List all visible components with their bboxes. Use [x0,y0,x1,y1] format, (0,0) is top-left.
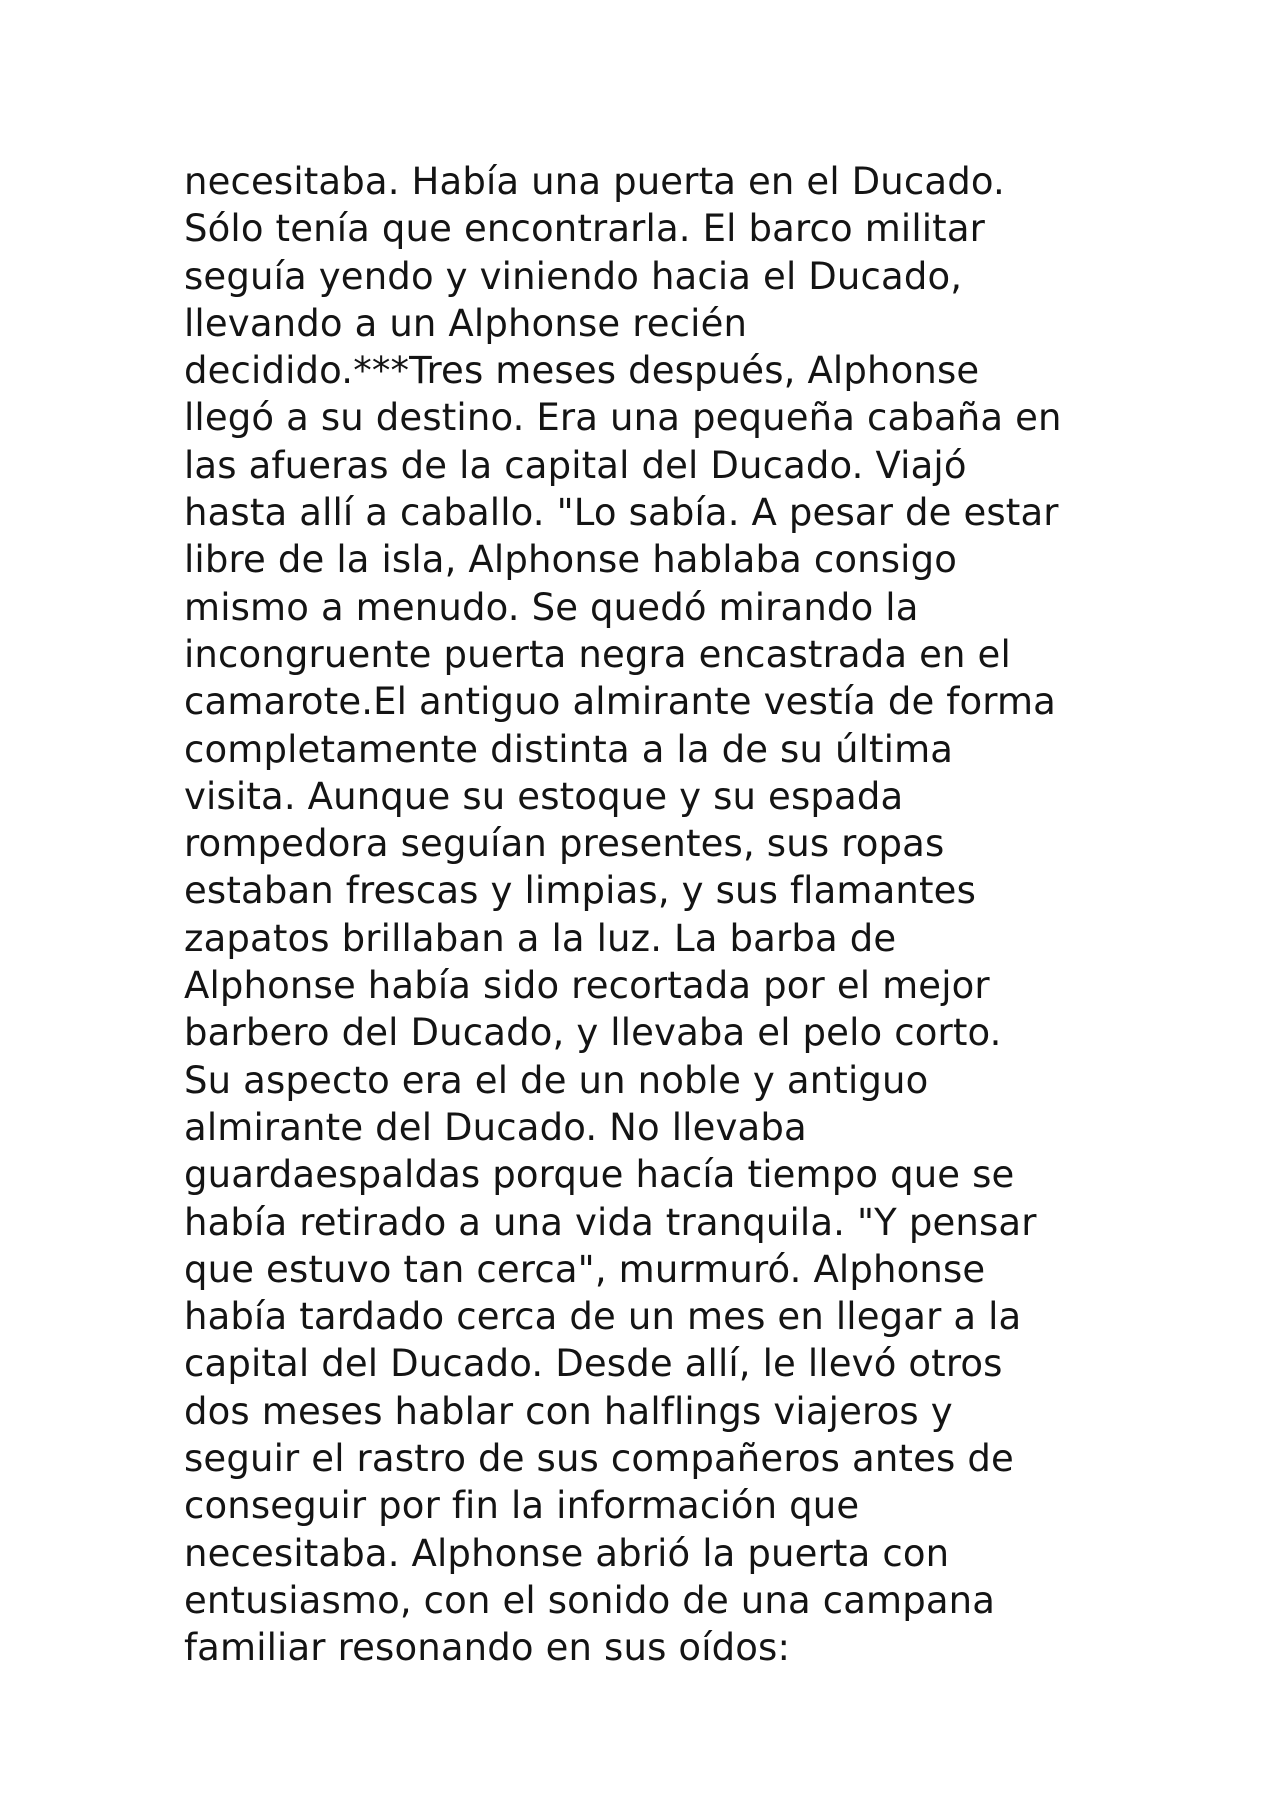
text-line: las afueras de la capital del Ducado. Viajó [184,443,967,487]
text-line: rompedora seguían presentes, sus ropas [184,822,945,866]
text-line: entusiasmo, con el sonido de una campana [184,1578,996,1622]
text-line: llegó a su destino. Era una pequeña cabaña en [184,396,1062,440]
text-line: familiar resonando en sus oídos: [184,1626,791,1670]
text-line: dos meses hablar con halflings viajeros y [184,1389,953,1433]
text-line: llevando a un Alphonse recién [184,301,748,345]
body-text [184,158,1184,1672]
text-line: guardaespaldas porque hacía tiempo que se [184,1153,1015,1197]
text-line: había retirado a una vida tranquila. "Y pensar [184,1200,1037,1244]
text-line: completamente distinta a la de su última [184,727,954,771]
text-line: barbero del Ducado, y llevaba el pelo corto. [184,1011,1002,1055]
text-line: incongruente puerta negra encastrada en el [184,632,1011,676]
text-line: Sólo tenía que encontrarla. El barco militar [184,207,986,251]
text-line: Alphonse había sido recortada por el mejor [184,964,990,1008]
text-line: libre de la isla, Alphonse hablaba consigo [184,538,958,582]
text-line: zapatos brillaban a la luz. La barba de [184,916,897,960]
text-line: había tardado cerca de un mes en llegar a la [184,1295,1022,1339]
text-line: camarote.El antiguo almirante vestía de forma [184,680,1056,724]
text-line: estaban frescas y limpias, y sus flamantes [184,869,977,913]
text-line: conseguir por fin la información que [184,1484,860,1528]
text-line: capital del Ducado. Desde allí, le llevó otros [184,1342,1003,1386]
text-line: decidido.***Tres meses después, Alphonse [184,349,980,393]
text-line: mismo a menudo. Se quedó mirando la [184,585,919,629]
text-line: seguía yendo y viniendo hacia el Ducado, [184,254,963,298]
text-line: que estuvo tan cerca", murmuró. Alphonse [184,1247,986,1291]
text-line: necesitaba. Había una puerta en el Ducado. [184,160,1005,203]
text-line: seguir el rastro de sus compañeros antes de [184,1437,1014,1481]
text-line: Su aspecto era el de un noble y antiguo [184,1058,929,1102]
text-line: hasta allí a caballo. "Lo sabía. A pesar de estar [184,491,1059,535]
text-line: necesitaba. Alphonse abrió la puerta con [184,1531,950,1575]
text-line: almirante del Ducado. No llevaba [184,1105,807,1149]
text-line: visita. Aunque su estoque y su espada [184,774,904,818]
